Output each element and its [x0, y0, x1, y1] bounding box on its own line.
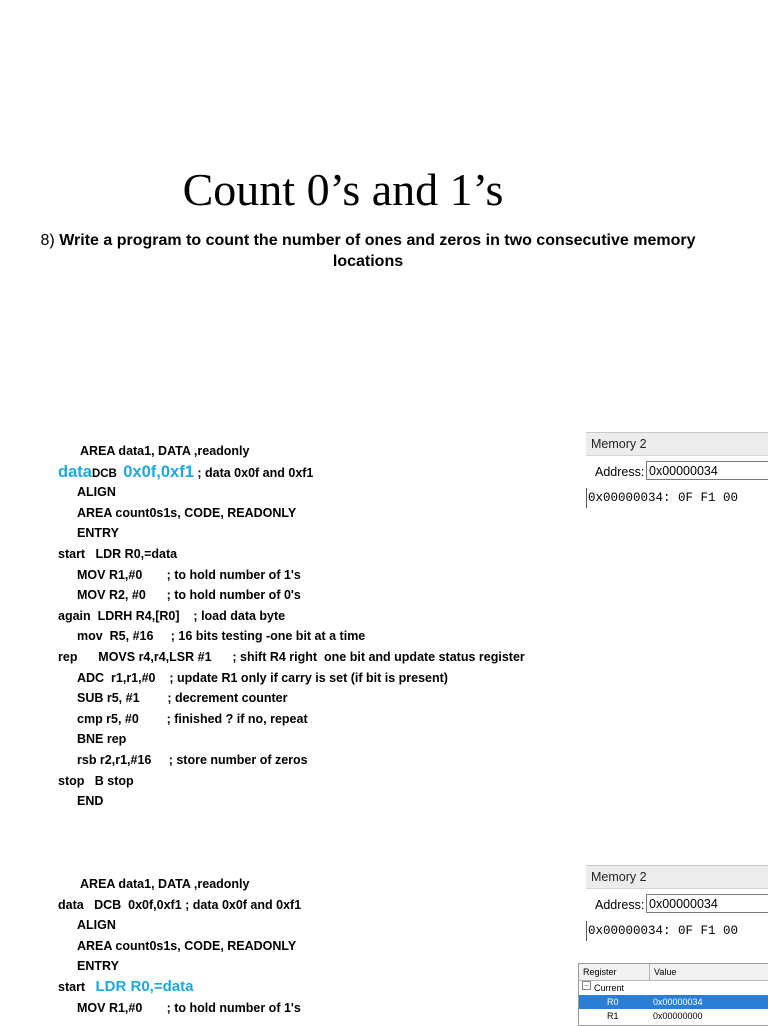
- collapse-icon[interactable]: −: [582, 981, 591, 990]
- code-line: ENTRY: [77, 526, 119, 541]
- code-line: MOV R2, #0 ; to hold number of 0's: [77, 588, 301, 603]
- code-segment: start: [58, 979, 96, 994]
- code-line: stop B stop: [58, 773, 134, 788]
- address-label: Address:: [595, 898, 645, 912]
- register-value: 0x00000000: [653, 1011, 703, 1021]
- code-line: rsb r2,r1,#16 ; store number of zeros: [77, 752, 308, 767]
- slide-title: Count 0’s and 1’s: [182, 164, 504, 215]
- register-row[interactable]: [579, 1009, 768, 1023]
- memory-window-title: Memory 2: [586, 432, 768, 456]
- code-block-1: [58, 441, 525, 812]
- question-text: [12, 230, 724, 272]
- code-line: END: [77, 794, 104, 809]
- code-highlight: LDR R0,=data: [95, 977, 194, 995]
- memory-dump-line: 0x00000034: 0F F1 00: [586, 488, 768, 508]
- code-line: mov R5, #16 ; 16 bits testing -one bit at a time: [77, 629, 366, 644]
- code-line: ADC r1,r1,#0 ; update R1 only if carry is set (if bit is present): [77, 670, 448, 685]
- code-line: data DCB 0x0f,0xf1 ; data 0x0f and 0xf1: [58, 897, 302, 912]
- register-window: [578, 963, 768, 1026]
- code-line: ENTRY: [77, 959, 119, 974]
- code-line: cmp r5, #0 ; finished ? if no, repeat: [77, 711, 308, 726]
- memory-window-title: Memory 2: [586, 865, 768, 889]
- register-row[interactable]: [579, 995, 768, 1009]
- question-body: Write a program to count the number of ones and zeros in two consecutive memory locations: [59, 232, 696, 270]
- memory-address-bar: [586, 889, 768, 921]
- code-line: [58, 977, 301, 998]
- register-name: R1: [607, 1011, 619, 1021]
- register-value: 0x00000034: [653, 997, 703, 1007]
- code-line: AREA count0s1s, CODE, READONLY: [77, 505, 297, 520]
- address-input[interactable]: 0x00000034: [646, 461, 768, 480]
- value-column-header[interactable]: Value: [654, 967, 677, 977]
- memory-address-bar: [586, 456, 768, 488]
- register-header: [579, 964, 768, 981]
- code-line: start LDR R0,=data: [58, 546, 178, 561]
- code-line: rep MOVS r4,r4,LSR #1 ; shift R4 right one bit and update status register: [58, 649, 525, 664]
- question-number: 8): [40, 232, 55, 249]
- code-line: again LDRH R4,[R0] ; load data byte: [58, 608, 286, 623]
- memory-dump-line: 0x00000034: 0F F1 00: [586, 921, 768, 941]
- register-group-label: Current: [594, 983, 625, 993]
- code-highlight: 0x0f,0xf1: [123, 462, 194, 481]
- code-block-2: [58, 874, 301, 1018]
- register-column-header[interactable]: Register: [579, 964, 650, 980]
- code-line: AREA data1, DATA ,readonly: [77, 444, 250, 458]
- code-segment: ; data 0x0f and 0xf1: [193, 465, 314, 480]
- memory-window-2: [586, 865, 768, 941]
- code-line: MOV R1,#0 ; to hold number of 1's: [77, 567, 301, 582]
- code-line: AREA count0s1s, CODE, READONLY: [77, 938, 297, 953]
- code-segment: DCB: [91, 467, 124, 480]
- code-line: AREA data1, DATA ,readonly: [77, 877, 250, 891]
- register-rows: [579, 995, 768, 1023]
- code-line: ALIGN: [77, 918, 116, 933]
- register-name: R0: [607, 997, 619, 1007]
- code-line: MOV R1,#0 ; to hold number of 1's: [77, 1000, 301, 1015]
- code-line: ALIGN: [77, 485, 116, 500]
- memory-window-1: [586, 432, 768, 508]
- code-highlight: data: [58, 462, 92, 481]
- address-input[interactable]: 0x00000034: [646, 894, 768, 913]
- address-label: Address:: [595, 465, 645, 479]
- code-line: BNE rep: [77, 732, 127, 747]
- code-line: [58, 462, 525, 483]
- code-line: SUB r5, #1 ; decrement counter: [77, 691, 288, 706]
- register-group-row[interactable]: [579, 981, 768, 995]
